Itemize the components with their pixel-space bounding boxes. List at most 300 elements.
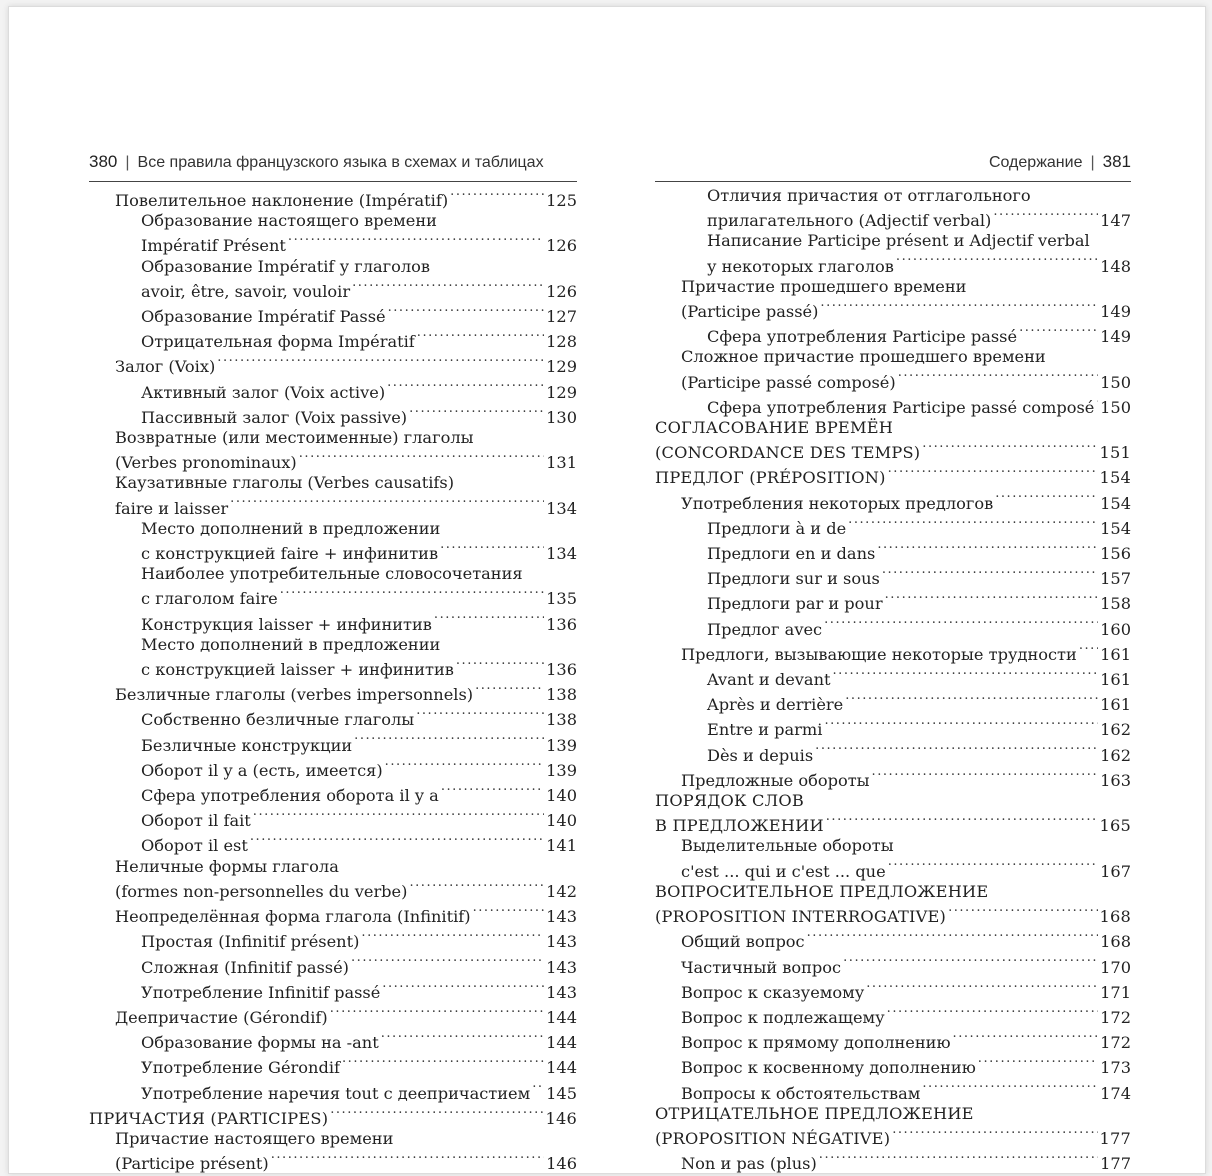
toc-entry-title: Предложные обороты [681,770,870,790]
toc-entry [655,1079,1131,1104]
toc-page-number: 138 [546,685,577,705]
toc-page-number: 143 [546,982,577,1002]
toc-entry-title: Употребление Infinitif passé [141,982,381,1002]
toc-page-number: 131 [546,453,577,473]
toc-entry [89,1003,577,1028]
toc-page-number: 173 [1100,1058,1131,1078]
toc-entry-line [707,231,1131,251]
toc-entry-title: Сложное причастие прошедшего времени [681,347,1046,367]
toc-entry-line [707,665,1131,690]
dot-leader [354,731,544,751]
toc-entry-title: Предлог avec [707,619,823,639]
toc-entry-line [141,403,577,428]
dot-leader [288,231,544,251]
toc-entry-title: Место дополнений в предложении [141,518,441,538]
toc-page-number: 161 [1100,695,1131,715]
toc-entry-line [141,257,577,277]
toc-entry-line [655,791,1131,811]
left-page [89,147,577,1174]
toc-entry [655,277,1131,322]
toc-entry [89,519,577,564]
toc-page-number: 149 [1100,302,1131,322]
toc-entry-title: Образование формы на -ant [141,1033,379,1053]
toc-entry-line [141,277,577,302]
toc-entry [89,403,577,428]
left-page-number: 380 [89,152,118,171]
toc-entry-line [707,741,1131,766]
toc-entry-line [115,680,577,705]
toc-page-number: 168 [1099,907,1131,927]
toc-entry-line [681,857,1131,882]
dot-leader [475,680,544,700]
toc-entry [89,302,577,327]
dot-leader [456,655,544,675]
toc-entry-title: (Participe passé composé) [681,372,896,392]
toc-entry-line [141,378,577,403]
toc-page-number: 146 [546,1154,577,1174]
dot-leader [1019,322,1098,342]
dot-leader [888,857,1098,877]
toc-entry-line [115,428,577,448]
toc-entry-title: Деепричастие (Gérondif) [115,1007,328,1027]
toc-entry [655,489,1131,514]
toc-entry-title: Dès и depuis [707,745,814,765]
toc-entry-title: Сфера употребления Participe passé composé [707,397,1095,417]
toc-entry-title: (Participe passé) [681,302,819,322]
toc-entry [89,610,577,635]
toc-entry-title: с конструкцией laisser + инфинитив [141,660,454,680]
dot-leader [450,186,544,206]
toc-page-number: 136 [546,660,577,680]
dot-leader [824,615,1098,635]
toc-entry-line [681,1053,1131,1078]
toc-entry [89,756,577,781]
toc-page-number: 125 [546,191,577,210]
toc-entry [89,1028,577,1053]
toc-entry-title: (CONCORDANCE DES TEMPS) [655,443,921,463]
toc-entry [655,882,1131,927]
toc-page-number: 163 [1100,770,1131,790]
toc-entry-title: Вопрос к сказуемому [681,982,865,1002]
toc-entry [89,635,577,680]
dot-leader [845,690,1098,710]
toc-page-number: 154 [1100,518,1131,538]
toc-entry-line [681,978,1131,1003]
toc-entry [89,680,577,705]
toc-entry-title: Безличные конструкции [141,735,353,755]
toc-entry-line [115,448,577,473]
toc-entry-line [115,352,577,377]
toc-entry-title: Отрицательная форма Impératif [141,332,415,352]
dot-leader [342,1053,544,1073]
toc-entry-title: с глаголом faire [141,589,278,609]
right-header-title: Содержание [988,154,1083,171]
toc-page-number: 136 [546,614,577,634]
toc-page-number: 150 [1100,372,1131,392]
toc-entry-title: avoir, être, savoir, vouloir [141,281,351,301]
toc-page-number: 158 [1100,594,1131,614]
right-header-rule [655,181,1131,182]
toc-entry-line [681,489,1131,514]
toc-entry [655,690,1131,715]
toc-entry-title: Сфера употребления Participe passé [707,327,1018,347]
toc-entry-line [141,211,577,231]
toc-entry-line [707,615,1131,640]
toc-page-number: 141 [546,836,577,856]
toc-entry-line [681,277,1131,297]
dot-leader [866,978,1098,998]
dot-leader [388,302,545,322]
toc-entry-line [141,806,577,831]
toc-entry [655,514,1131,539]
dot-leader [877,539,1098,559]
dot-leader [417,327,544,347]
toc-page-number: 162 [1100,745,1131,765]
dot-leader [922,438,1097,458]
toc-entry-line [655,902,1131,927]
left-header-separator: | [125,154,130,171]
toc-page-number: 162 [1100,720,1131,740]
toc-entry-title: у некоторых глаголов [707,256,894,276]
dot-leader [217,352,544,372]
dot-leader [352,277,544,297]
toc-entry [89,352,577,377]
toc-entry [655,463,1131,488]
toc-entry-title: ПРИЧАСТИЯ (PARTICIPES) [89,1108,329,1128]
dot-leader [892,1124,1097,1144]
toc-entry [89,953,577,978]
book-spread [8,6,1206,1174]
dot-leader [299,448,544,468]
toc-entry [655,927,1131,952]
toc-entry-title: Образование настоящего времени [141,211,437,231]
toc-entry-line [707,322,1131,347]
dot-leader [887,1003,1098,1023]
toc-page-number: 143 [546,957,577,977]
toc-entry-title: Активный залог (Voix active) [141,382,386,402]
dot-leader [230,494,544,514]
toc-entry [655,978,1131,1003]
dot-leader [351,953,544,973]
toc-entry [655,322,1131,347]
toc-entry-title: В ПРЕДЛОЖЕНИИ [655,816,824,836]
toc-page-number: 138 [546,710,577,730]
toc-page-number: 149 [1100,327,1131,347]
toc-entry-line [681,347,1131,367]
toc-page-number: 157 [1100,569,1131,589]
toc-page-number: 165 [1099,816,1131,836]
dot-leader [896,252,1098,272]
dot-leader [872,766,1099,786]
dot-leader [898,368,1098,388]
dot-leader [993,206,1098,226]
toc-page-number: 127 [546,307,577,327]
toc-entry-line [681,766,1131,791]
dot-leader [532,1079,544,1099]
toc-entry-line [141,302,577,327]
toc-entry-line [681,1149,1131,1174]
toc-entry-title: СОГЛАСОВАНИЕ ВРЕМЁН [655,418,894,438]
toc-entry-title: ОТРИЦАТЕЛЬНОЕ ПРЕДЛОЖЕНИЕ [655,1103,974,1123]
toc-entry-line [115,473,577,493]
toc-page-number: 130 [546,407,577,427]
toc-entry-line [141,731,577,756]
toc-entry-line [141,1079,577,1104]
toc-entry-line [655,438,1131,463]
toc-entry [655,791,1131,836]
left-header-rule [89,181,577,182]
toc-entry [655,953,1131,978]
toc-entry-title: Употребление Gérondif [141,1058,340,1078]
toc-entry [89,327,577,352]
dot-leader [409,877,544,897]
toc-page-number: 144 [546,1058,577,1078]
toc-entry-line [655,1104,1131,1124]
toc-page-number: 177 [1099,1128,1131,1148]
toc-entry-title: Причастие прошедшего времени [681,276,967,296]
toc-entry-title: Собственно безличные глаголы [141,710,415,730]
toc-entry-title: Оборот il y a (есть, имеется) [141,760,383,780]
toc-entry-line [681,297,1131,322]
toc-entry-line [707,514,1131,539]
toc-page-number: 129 [546,357,577,377]
toc-entry-line [115,902,577,927]
left-header-title: Все правила французского языка в схемах и таблицах [137,154,544,171]
toc-entry [89,1053,577,1078]
toc-entry-title: Употребление наречия tout с деепричастием [141,1083,531,1103]
toc-entry-title: Вопрос к подлежащему [681,1007,885,1027]
toc-entry-line [115,1129,577,1149]
dot-leader [1079,640,1098,660]
toc-entry-title: (Participe présent) [115,1154,269,1174]
toc-entry-title: Предлоги par и pour [707,594,883,614]
toc-entry [89,1129,577,1174]
toc-entry-title: Безличные глаголы (verbes impersonnels) [115,685,474,705]
toc-entry-line [141,1028,577,1053]
toc-entry [89,378,577,403]
left-running-header [89,147,577,181]
toc-entry-line [707,393,1131,418]
toc-entry-line [681,927,1131,952]
dot-leader [833,665,1099,685]
toc-entry-title: Предлоги à и de [707,518,847,538]
toc-entry [89,857,577,902]
toc-entry [655,564,1131,589]
toc-entry-title: Après и derrière [707,695,844,715]
toc-page-number: 144 [546,1033,577,1053]
toc-entry-title: Конструкция laisser + инфинитив [141,614,432,634]
toc-entry [89,1079,577,1104]
toc-entry-title: Сложная (Infinitif passé) [141,957,349,977]
toc-entry [655,741,1131,766]
toc-page-number: 174 [1100,1083,1131,1103]
toc-entry-line [681,953,1131,978]
toc-entry-title: Вопрос к косвенному дополнению [681,1058,976,1078]
toc-entry-title: Образование Impératif у глаголов [141,256,431,276]
dot-leader [280,584,544,604]
dot-leader [888,463,1098,483]
toc-page-number: 126 [546,281,577,301]
toc-entry-line [655,811,1131,836]
toc-entry-title: Образование Impératif Passé [141,307,386,327]
toc-entry-title: (formes non-personnelles du verbe) [115,881,408,901]
toc-page-number: 143 [546,907,577,927]
toc-entry-title: Сфера употребления оборота il y a [141,786,439,806]
toc-page-number: 172 [1100,1033,1131,1053]
toc-entry-line [681,1079,1131,1104]
toc-entry-line [655,418,1131,438]
toc-entry [655,186,1131,231]
toc-entry [89,257,577,302]
toc-page-number: 151 [1099,443,1131,463]
toc-entry-line [681,368,1131,393]
toc-page-number: 140 [546,811,577,831]
toc-entry-title: (PROPOSITION INTERROGATIVE) [655,907,947,927]
toc-page-number: 154 [1099,468,1131,488]
dot-leader [330,1003,544,1023]
dot-leader [381,1028,544,1048]
toc-entry-title: faire и laisser [115,498,229,518]
dot-leader [826,811,1098,831]
toc-entry-title: ПОРЯДОК СЛОВ [655,791,804,811]
toc-entry-line [141,610,577,635]
toc-entry-title: (PROPOSITION NÉGATIVE) [655,1128,891,1148]
toc-entry-line [115,1149,577,1174]
dot-leader [807,927,1098,947]
toc-entry-title: Entre и parmi [707,720,823,740]
toc-entry-line [655,463,1131,488]
toc-entry [655,615,1131,640]
dot-leader [885,589,1099,609]
toc-entry [655,836,1131,881]
right-page-number: 381 [1102,152,1131,171]
toc-entry [89,731,577,756]
toc-entry-title: Предлоги en и dans [707,544,876,564]
toc-entry-line [141,519,577,539]
toc-page-number: 161 [1100,644,1131,664]
toc-page-number: 160 [1100,619,1131,639]
toc-page-number: 134 [546,498,577,518]
toc-entry [655,1104,1131,1149]
toc-entry-title: Неличные формы глагола [115,856,339,876]
toc-page-number: 146 [545,1108,577,1128]
toc-entry-title: Non и pas (plus) [681,1154,817,1174]
toc-entry [655,1028,1131,1053]
toc-entry [89,831,577,856]
toc-entry-title: Написание Participe présent и Adjectif verbal [707,231,1090,251]
toc-entry-title: Общий вопрос [681,932,805,952]
toc-entry-title: Залог (Voix) [115,357,216,377]
toc-entry-title: c'est ... qui и c'est ... que [681,861,886,881]
dot-leader [820,297,1098,317]
toc-entry-line [141,1053,577,1078]
toc-entry-line [115,494,577,519]
toc-entry-title: Возвратные (или местоименные) глаголы [115,428,474,448]
toc-entry-title: Пассивный залог (Voix passive) [141,407,408,427]
dot-leader [948,902,1097,922]
toc-page-number: 150 [1100,397,1131,417]
toc-entry [655,393,1131,418]
toc-entry-line [115,877,577,902]
toc-page-number: 147 [1100,211,1131,231]
toc-entry-line [655,1124,1131,1149]
toc-entry-title: ПРЕДЛОГ (PRÉPOSITION) [655,468,886,488]
dot-leader [922,1079,1098,1099]
toc-page-number: 126 [546,236,577,256]
toc-page-number: 139 [546,735,577,755]
toc-entry-line [141,978,577,1003]
toc-entry-title: Неопределённая форма глагола (Infinitif) [115,907,471,927]
dot-leader [271,1149,544,1169]
toc-page-number: 134 [546,544,577,564]
toc-entry-title: ВОПРОСИТЕЛЬНОЕ ПРЕДЛОЖЕНИЕ [655,881,989,901]
toc-entry [89,564,577,609]
toc-entry-title: прилагательного (Adjectif verbal) [707,211,992,231]
dot-leader [953,1028,1099,1048]
toc-entry-line [141,539,577,564]
toc-entry-title: Avant и devant [707,670,831,690]
toc-page-number: 143 [546,932,577,952]
toc-page-number: 168 [1100,932,1131,952]
toc-entry-title: Отличия причастия от отглагольного [707,186,1031,205]
toc-entry [655,539,1131,564]
toc-entry-line [681,1028,1131,1053]
toc-entry-line [141,953,577,978]
toc-entry-line [141,705,577,730]
toc-entry [655,715,1131,740]
toc-page-number: 156 [1100,544,1131,564]
toc-entry-line [707,186,1131,206]
toc-entry-title: Место дополнений в предложении [141,634,441,654]
toc-entry-line [141,327,577,352]
toc-entry-line [141,781,577,806]
toc-entry-title: Повелительное наклонение (Impératif) [115,191,449,210]
toc-entry-line [141,927,577,952]
dot-leader [978,1053,1098,1073]
dot-leader [995,489,1098,509]
toc-entry [655,1149,1131,1174]
right-running-header [655,147,1131,181]
toc-entry-title: Каузативные глаголы (Verbes causatifs) [115,473,455,493]
toc-entry [655,640,1131,665]
toc-entry [655,1053,1131,1078]
toc-entry [89,473,577,518]
toc-entry [89,428,577,473]
toc-entry-title: Вопросы к обстоятельствам [681,1083,921,1103]
toc-entry-line [707,715,1131,740]
toc-page-number: 144 [546,1007,577,1027]
toc-page-number: 145 [546,1083,577,1103]
dot-leader [473,902,545,922]
toc-page-number: 139 [546,760,577,780]
toc-entry [655,665,1131,690]
toc-entry [89,211,577,256]
toc-entry-line [141,584,577,609]
toc-page-number: 177 [1100,1154,1131,1174]
toc-entry-line [707,206,1131,231]
toc-page-number: 142 [546,881,577,901]
toc-entry-line [141,635,577,655]
toc-entry-title: с конструкцией faire + инфинитив [141,544,439,564]
dot-leader [250,831,544,851]
toc-entry-title: Простая (Infinitif présent) [141,932,360,952]
toc-page-number: 135 [546,589,577,609]
dot-leader [815,741,1098,761]
toc-entry [655,1003,1131,1028]
toc-entry [655,589,1131,614]
toc-page-number: 154 [1100,493,1131,513]
right-header-separator: | [1090,154,1095,171]
